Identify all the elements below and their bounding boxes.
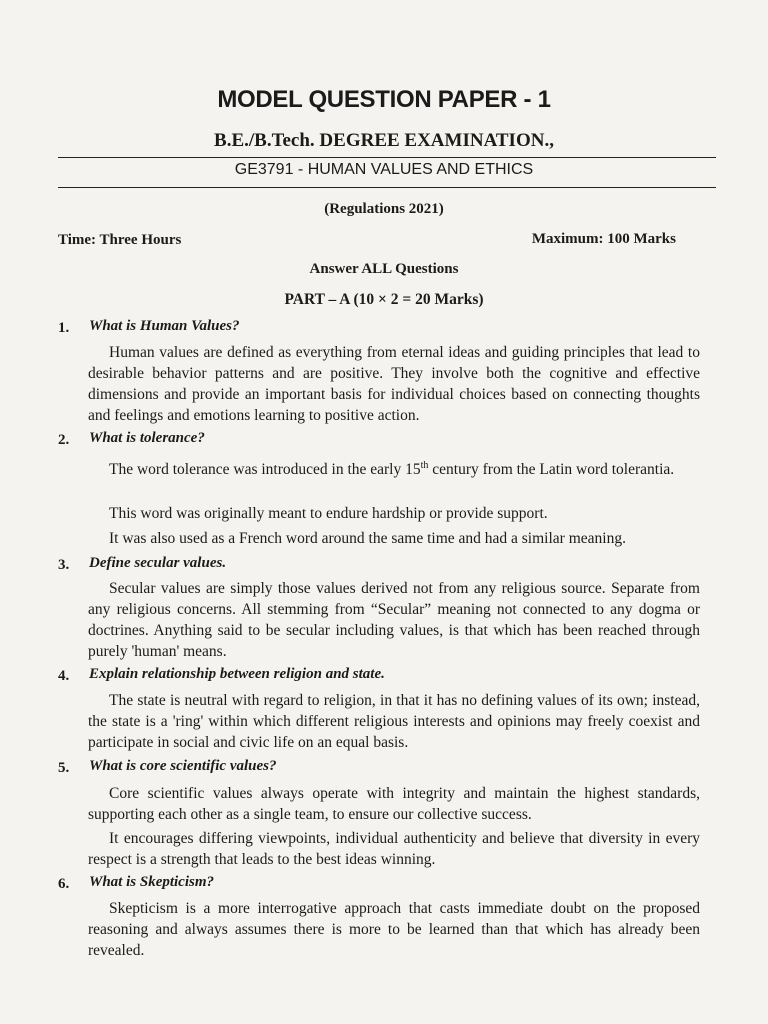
question-title: What is Skepticism? (89, 874, 215, 890)
question-title: What is tolerance? (89, 430, 205, 446)
question-number: 6. (58, 876, 70, 892)
answer-paragraph: Skepticism is a more interrogative approach that casts immediate doubt on the proposed reasoning and always assumes there is more to be learned than that which has already been revealed. (88, 900, 700, 959)
question-title: What is core scientific values? (89, 758, 277, 774)
answer-paragraph: Human values are defined as everything from eternal ideas and guiding principles that lead to desirable behavior patterns and are positive. They involve both the cognitive and effective dimensions and provide an important basis for individual choices based on connecting thoughts and feelings and emotions learning to positive action. (88, 344, 700, 424)
question-title: Define secular values. (89, 555, 227, 571)
question-number: 3. (58, 557, 70, 573)
paper-title: MODEL QUESTION PAPER - 1 (217, 86, 551, 113)
answer-paragraph: It encourages differing viewpoints, individual authenticity and believe that diversity in every respect is a strength that leads to the best ideas winning. (88, 830, 700, 868)
answer-paragraph: Core scientific values always operate with integrity and maintain the highest standards, supporting each other as a single team, to ensure our collective success. (88, 785, 700, 823)
course-title: GE3791 - HUMAN VALUES AND ETHICS (234, 161, 534, 178)
question-number: 2. (58, 432, 70, 448)
answer-paragraph: It was also used as a French word around the same time and had a similar meaning. (109, 530, 626, 547)
answer-paragraph: This word was originally meant to endure hardship or provide support. (109, 505, 548, 522)
divider-top (58, 157, 716, 158)
degree-heading: B.E./B.Tech. DEGREE EXAMINATION., (214, 130, 554, 151)
answer-paragraph: The word tolerance was introduced in the early 15th century from the Latin word tolerantia. (109, 460, 675, 478)
question-title: Explain relationship between religion and state. (89, 666, 385, 682)
question-number: 1. (58, 320, 70, 336)
divider-bottom (58, 187, 716, 188)
answer-paragraph: Secular values are simply those values derived not from any religious source. Separate from any religious concerns. All stemming from “Secular” meaning not connected to any dogma or doctrines. Anything said to be secular including values, is that which has been reached through purely 'human' means. (88, 580, 700, 660)
exam-time: Time: Three Hours (58, 232, 182, 248)
instruction: Answer ALL Questions (309, 261, 459, 277)
answer-paragraph: The state is neutral with regard to religion, in that it has no defining values of its own; instead, the state is a 'ring' within which different religious interests and opinions may freely coexist and participate in social and civic life on an equal basis. (88, 692, 700, 751)
question-number: 4. (58, 668, 70, 684)
max-marks: Maximum: 100 Marks (531, 231, 676, 247)
part-heading: PART – A (10 × 2 = 20 Marks) (284, 291, 484, 308)
question-title: What is Human Values? (89, 318, 240, 334)
question-number: 5. (58, 760, 70, 776)
regulations: (Regulations 2021) (324, 201, 444, 217)
